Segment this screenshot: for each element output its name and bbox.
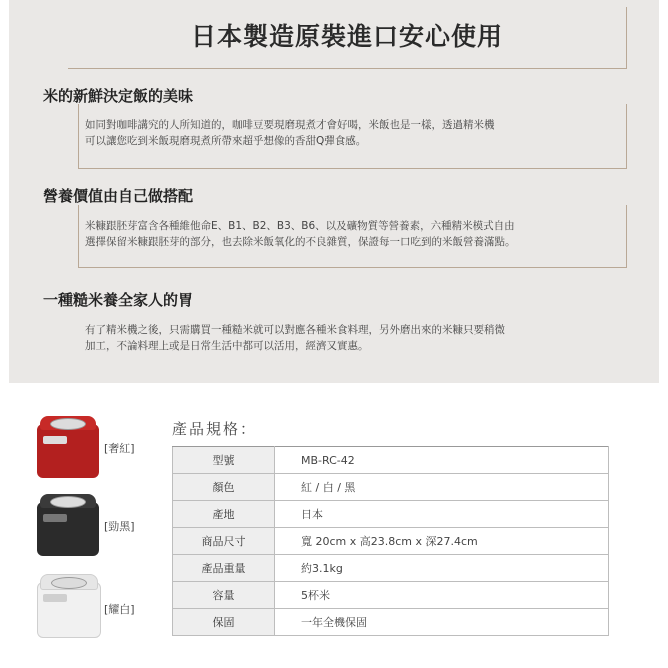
product-lid — [40, 494, 96, 508]
spec-label: 產地 — [173, 501, 275, 528]
spec-label: 商品尺寸 — [173, 528, 275, 555]
product-image-black — [37, 494, 99, 556]
product-window — [50, 418, 86, 430]
headline-frame — [68, 7, 627, 69]
section-text-line: 選擇保留米糠跟胚芽的部分，也去除米飯氧化的不良雜質，保證每一口吃到的米飯營養滿點。 — [85, 236, 516, 248]
section-title-nutrition: 營養價值由自己做搭配 — [43, 187, 194, 205]
spec-value: MB-RC-42 — [275, 447, 609, 474]
section-text-family — [85, 322, 615, 354]
table-row — [173, 447, 609, 474]
spec-value: 一年全機保固 — [275, 609, 609, 636]
product-image-red — [37, 416, 99, 478]
product-window — [50, 496, 86, 508]
spec-label: 產品重量 — [173, 555, 275, 582]
table-row — [173, 501, 609, 528]
product-panel — [43, 436, 67, 444]
spec-heading: 產品規格： — [172, 420, 258, 438]
intro-panel — [9, 0, 659, 383]
table-row — [173, 528, 609, 555]
color-label-white: [耀白] — [104, 603, 135, 616]
spec-label: 型號 — [173, 447, 275, 474]
page-headline: 日本製造原裝進口安心使用 — [190, 22, 503, 51]
table-row — [173, 555, 609, 582]
product-image-white — [37, 574, 99, 640]
product-lid — [40, 416, 96, 430]
section-text-line: 米糠跟胚芽富含各種維他命E、B1、B2、B3、B6、以及礦物質等營養素，六種精米模式自由 — [85, 220, 515, 232]
spec-value: 紅 / 白 / 黑 — [275, 474, 609, 501]
section-text-line: 可以讓您吃到米飯現磨現煮所帶來超乎想像的香甜Q彈食感。 — [85, 135, 367, 147]
spec-label: 容量 — [173, 582, 275, 609]
product-panel — [43, 514, 67, 522]
product-window — [51, 577, 87, 589]
spec-value: 5杯米 — [275, 582, 609, 609]
spec-value: 約3.1kg — [275, 555, 609, 582]
section-text-line: 加工，不論料理上或是日常生活中都可以活用，經濟又實惠。 — [85, 340, 369, 352]
color-label-black: [勁黑] — [104, 520, 135, 533]
product-body — [37, 582, 101, 638]
spec-value: 寬 20cm x 高23.8cm x 深27.4cm — [275, 528, 609, 555]
table-row — [173, 474, 609, 501]
product-body — [37, 424, 99, 478]
spec-value: 日本 — [275, 501, 609, 528]
color-label-red: [奢紅] — [104, 442, 135, 455]
spec-table — [172, 446, 609, 636]
table-row — [173, 609, 609, 636]
spec-label: 保固 — [173, 609, 275, 636]
section-text-line: 有了精米機之後，只需購買一種糙米就可以對應各種米食料理，另外磨出來的米糠只要稍微 — [85, 324, 505, 336]
spec-label: 顏色 — [173, 474, 275, 501]
table-row — [173, 582, 609, 609]
section-title-freshness: 米的新鮮決定飯的美味 — [43, 87, 194, 105]
section-title-family: 一種糙米養全家人的胃 — [43, 291, 194, 309]
section-text-line: 如同對咖啡講究的人所知道的，咖啡豆要現磨現煮才會好喝，米飯也是一樣，透過精米機 — [85, 119, 495, 131]
product-lid — [40, 574, 98, 590]
section-text-freshness — [85, 117, 615, 149]
product-body — [37, 502, 99, 556]
section-text-nutrition — [85, 218, 615, 250]
product-panel — [43, 594, 67, 602]
